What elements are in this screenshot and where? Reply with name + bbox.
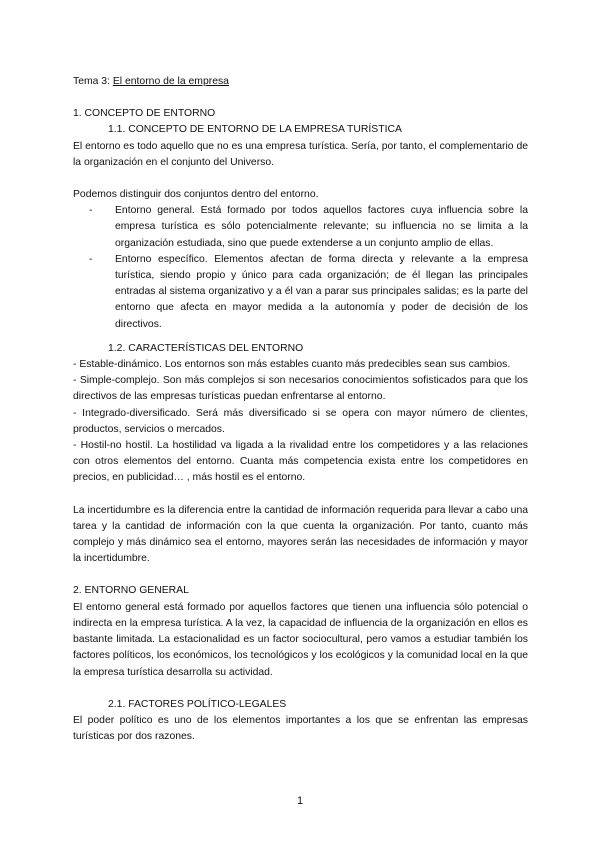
spacer [73,681,528,697]
section-2-paragraph-2: El poder político es uno de los elementos importantes a los que se enfrentan las empresas turísticas por dos razones. [73,714,528,743]
page-number: 1 [296,795,304,807]
bullet-item [73,203,528,252]
bullet-dash: - [89,205,93,217]
spacer [73,567,528,583]
characteristic-item: - Estable-dinámico. Los entornos son más estables cuanto más predecibles sean sus cambios. [73,359,511,371]
section-1-2-heading: 1.2. CARACTERÍSTICAS DEL ENTORNO [108,342,304,354]
bullet-text: Entorno específico. Elementos afectan de forma directa y relevante a la empresa turística, siendo propio y único para cada organización; de él llegan las principales entradas al sistema organizativo y a él van a parar sus principales salidas; es la parte del entorno que afecta en mayor medida a la autonomía y poder de decisión de los directivos. [115,253,528,330]
section-1-1-heading: 1.1. CONCEPTO DE ENTORNO DE LA EMPRESA TURÍSTICA [108,124,402,136]
section-1-paragraph-3: La incertidumbre es la diferencia entre la cantidad de información requerida para llevar a cabo una tarea y la cantidad de información con la que cuenta la organización. Por tanto, cuanto más complejo y más dinámico sea el entorno, mayores serán las necesidades de información y mayor la incertidumbre. [73,504,528,565]
section-2-1-heading: 2.1. FACTORES POLÍTICO-LEGALES [108,698,287,710]
spacer [73,171,528,187]
spacer [73,90,528,106]
section-1-heading: 1. CONCEPTO DE ENTORNO [73,108,216,120]
characteristic-item: - Simple-complejo. Son más complejos si son necesarios conocimientos sofisticados para que los directivos de las empresas turísticas puedan enfrentarse al entorno. [73,375,528,403]
characteristic-item: - Integrado-diversificado. Será más diversificado si se opera con mayor número de clientes, productos, servicios o mercados. [73,407,528,435]
document-page [73,74,528,745]
section-2-paragraph-1: El entorno general está formado por aquellos factores que tienen una influencia sólo potencial o indirecta en la empresa turística. A la vez, la capacidad de influencia de la organización en ellos es bastante limitada. La estacionalidad es un factor sociocultural, pero vamos a estudiar también los factores políticos, los económicos, los tecnológicos y los ecológicos y la comunidad local en la que la empresa turística desarrolla su actividad. [73,601,528,678]
title-prefix: Tema 3: [73,76,113,87]
spacer [73,487,528,503]
document-title [73,74,528,90]
spacer [73,333,528,341]
title-text: El entorno de la empresa [112,76,229,87]
section-2-heading: 2. ENTORNO GENERAL [73,585,189,597]
bullet-dash: - [89,253,93,265]
section-1-paragraph-2: Podemos distinguir dos conjuntos dentro del entorno. [73,189,319,201]
bullet-item [73,252,528,333]
section-1-paragraph-1: El entorno es todo aquello que no es una empresa turística. Sería, por tanto, el complementario de la organización en el conjunto del Universo. [73,140,528,168]
characteristic-item: - Hostil-no hostil. La hostilidad va ligada a la rivalidad entre los competidores y a las relaciones con otros elementos del entorno. Cuanta más competencia exista entre los competidores en precios, en publicidad… , más hostil es el entorno. [73,440,528,484]
bullet-text: Entorno general. Está formado por todos aquellos factores cuya influencia sobre la empresa turística es sólo potencialmente relevante; su influencia no se limita a la organización estudiada, sino que puede extenderse a un conjunto amplio de ellas. [115,205,528,249]
